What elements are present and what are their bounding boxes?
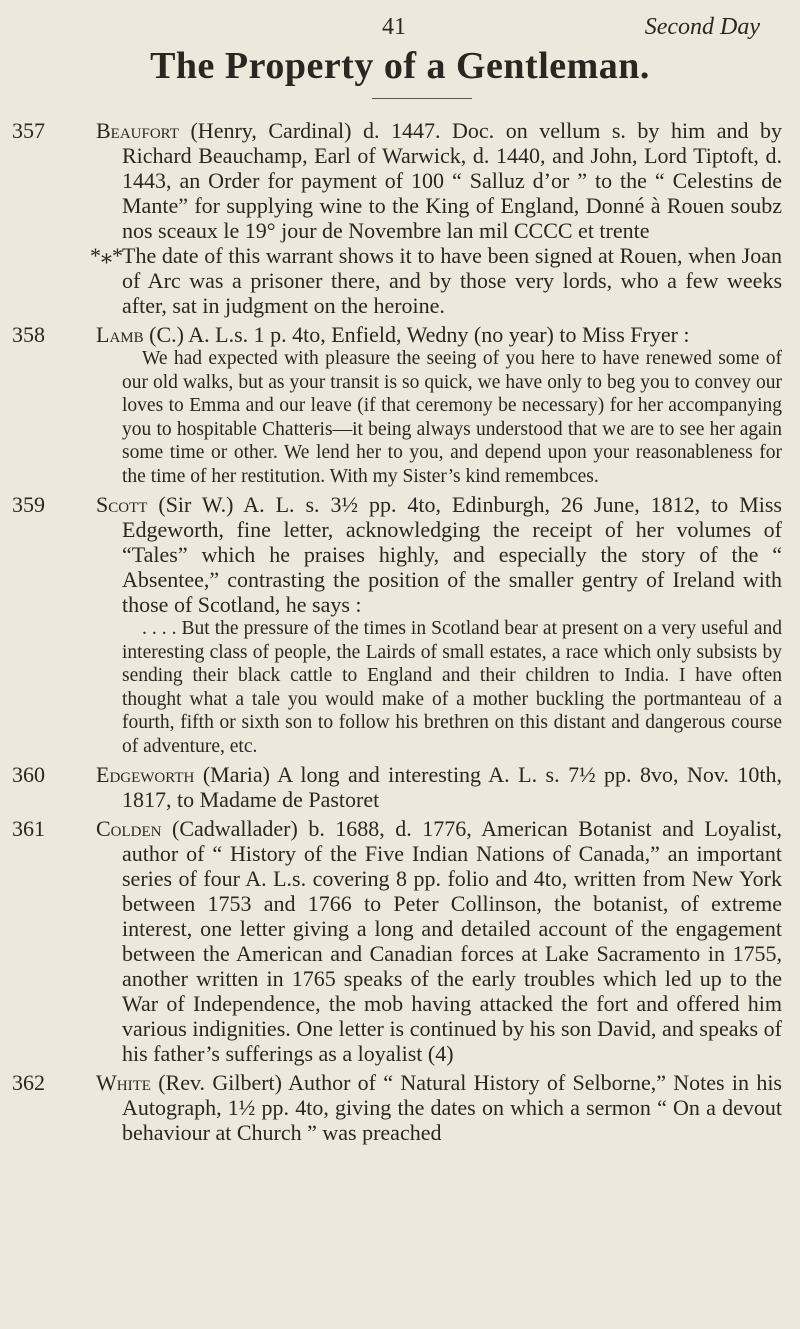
lot-quote: We had expected with pleasure the seeing of you here to have renewed some of our old walks, but as your transit is so quick, we have only to beg you to convey our loves to Emma and our leave (if that ceremony be necessary) for her accompanying you to hospitable Chatteris—it being always understood that we are to see her again some time or other. We lend her to you, and depend upon your reasonableness for the time of her restitution. With my Sister’s kind remembces. xyxy=(122,348,782,487)
lot-author: Scott xyxy=(96,492,148,517)
lot-details: (Rev. Gilbert) Author of “ Natural History of Selborne,” Notes in his Autograph, 1½ pp. 4to, giving the dates on which a sermon “ On a devout behaviour at Church ” was preached xyxy=(122,1070,782,1145)
lot-description xyxy=(96,492,782,758)
lot-entry-text xyxy=(96,1070,782,1145)
title-rule xyxy=(372,98,472,99)
lot-details: (Henry, Cardinal) d. 1447. Doc. on vellum s. by him and by Richard Beauchamp, Earl of Warwick, d. 1440, and John, Lord Tiptoft, d. 1443, an Order for payment of 100 “ Salluz d’or ” to the “ Celestins de Mante” for supplying wine to the King of England, Donné à Rouen soubz nos sceaux le 19° jour de Novembre lan mil CCCC et trente xyxy=(122,118,782,243)
lot-list xyxy=(0,118,800,1149)
lot-description xyxy=(90,118,782,318)
lot-entry xyxy=(0,492,800,758)
lot-note xyxy=(90,243,782,318)
lot-note-text: The date of this warrant shows it to have been signed at Rouen, when Joan of Arc was a prisoner there, and by those very lords, who a few weeks after, sat in judgment on the heroine. xyxy=(122,243,782,318)
lot-number: 358 xyxy=(12,322,45,347)
lot-author: Edgeworth xyxy=(96,762,195,787)
running-head xyxy=(0,8,800,44)
lot-author: Beaufort xyxy=(96,118,179,143)
lot-number: 361 xyxy=(12,816,45,841)
lot-entry-text xyxy=(96,762,782,812)
lot-description xyxy=(96,762,782,812)
lot-entry xyxy=(0,322,800,488)
lot-entry xyxy=(0,816,800,1066)
lot-entry-text xyxy=(96,816,782,1066)
lot-entry-text xyxy=(96,118,782,243)
lot-description xyxy=(96,1070,782,1145)
lot-number: 357 xyxy=(12,118,45,143)
lot-author: Lamb xyxy=(96,322,144,347)
lot-number: 359 xyxy=(12,492,45,517)
note-mark: *⁎* xyxy=(90,243,123,268)
lot-entry xyxy=(0,118,800,318)
lot-entry-text xyxy=(96,322,782,347)
page-number: 41 xyxy=(382,14,406,40)
lot-quote: . . . . But the pressure of the times in Scotland bear at present on a very useful and interesting class of people, the Lairds of small estates, a race which only subsists by sending their black cattle to England and their children to India. I have often thought what a tale you would make of a mother buckling the portmanteau of a fourth, fifth or sixth son to follow his brethren on this distant and dangerous course of adventure, etc. xyxy=(122,618,782,757)
lot-number: 360 xyxy=(12,762,45,787)
lot-details: (Maria) A long and interesting A. L. s. 7½ pp. 8vo, Nov. 10th, 1817, to Madame de Pastoret xyxy=(122,762,782,812)
lot-details: (Cadwallader) b. 1688, d. 1776, American Botanist and Loyalist, author of “ History of the Five Indian Nations of Canada,” an important series of four A. L.s. covering 8 pp. folio and 4to, written from New York between 1753 and 1766 to Peter Collinson, the botanist, of extreme interest, one letter giving a long and detailed account of the engagement between the American and Canadian forces at Lake Sacramento in 1755, another written in 1765 speaks of the early troubles which led up to the War of Independence, the mob having attacked the fort and offered him various indignities. One letter is continued by his son David, and speaks of his father’s sufferings as a loyalist xyxy=(122,816,782,1066)
lot-author: White xyxy=(96,1070,151,1095)
lot-entry xyxy=(0,762,800,812)
lot-entry xyxy=(0,1070,800,1145)
lot-description xyxy=(96,816,782,1066)
page-title: The Property of a Gentleman. xyxy=(150,45,650,87)
lot-description xyxy=(96,322,782,488)
lot-number: 362 xyxy=(12,1070,45,1095)
lot-quantity: (4) xyxy=(427,1041,454,1066)
lot-details: (C.) A. L.s. 1 p. 4to, Enfield, Wedny (no year) to Miss Fryer : xyxy=(143,322,690,347)
lot-details: (Sir W.) A. L. s. 3½ pp. 4to, Edinburgh, 26 June, 1812, to Miss Edgeworth, fine letter, acknowledging the receipt of her volumes of “Tales” which he praises highly, and especially the story of the “ Absentee,” contrasting the position of the smaller gentry of Ireland with those of Scotland, he says : xyxy=(122,492,782,617)
lot-entry-text xyxy=(96,492,782,617)
day-label: Second Day xyxy=(644,14,760,40)
lot-author: Colden xyxy=(96,816,162,841)
